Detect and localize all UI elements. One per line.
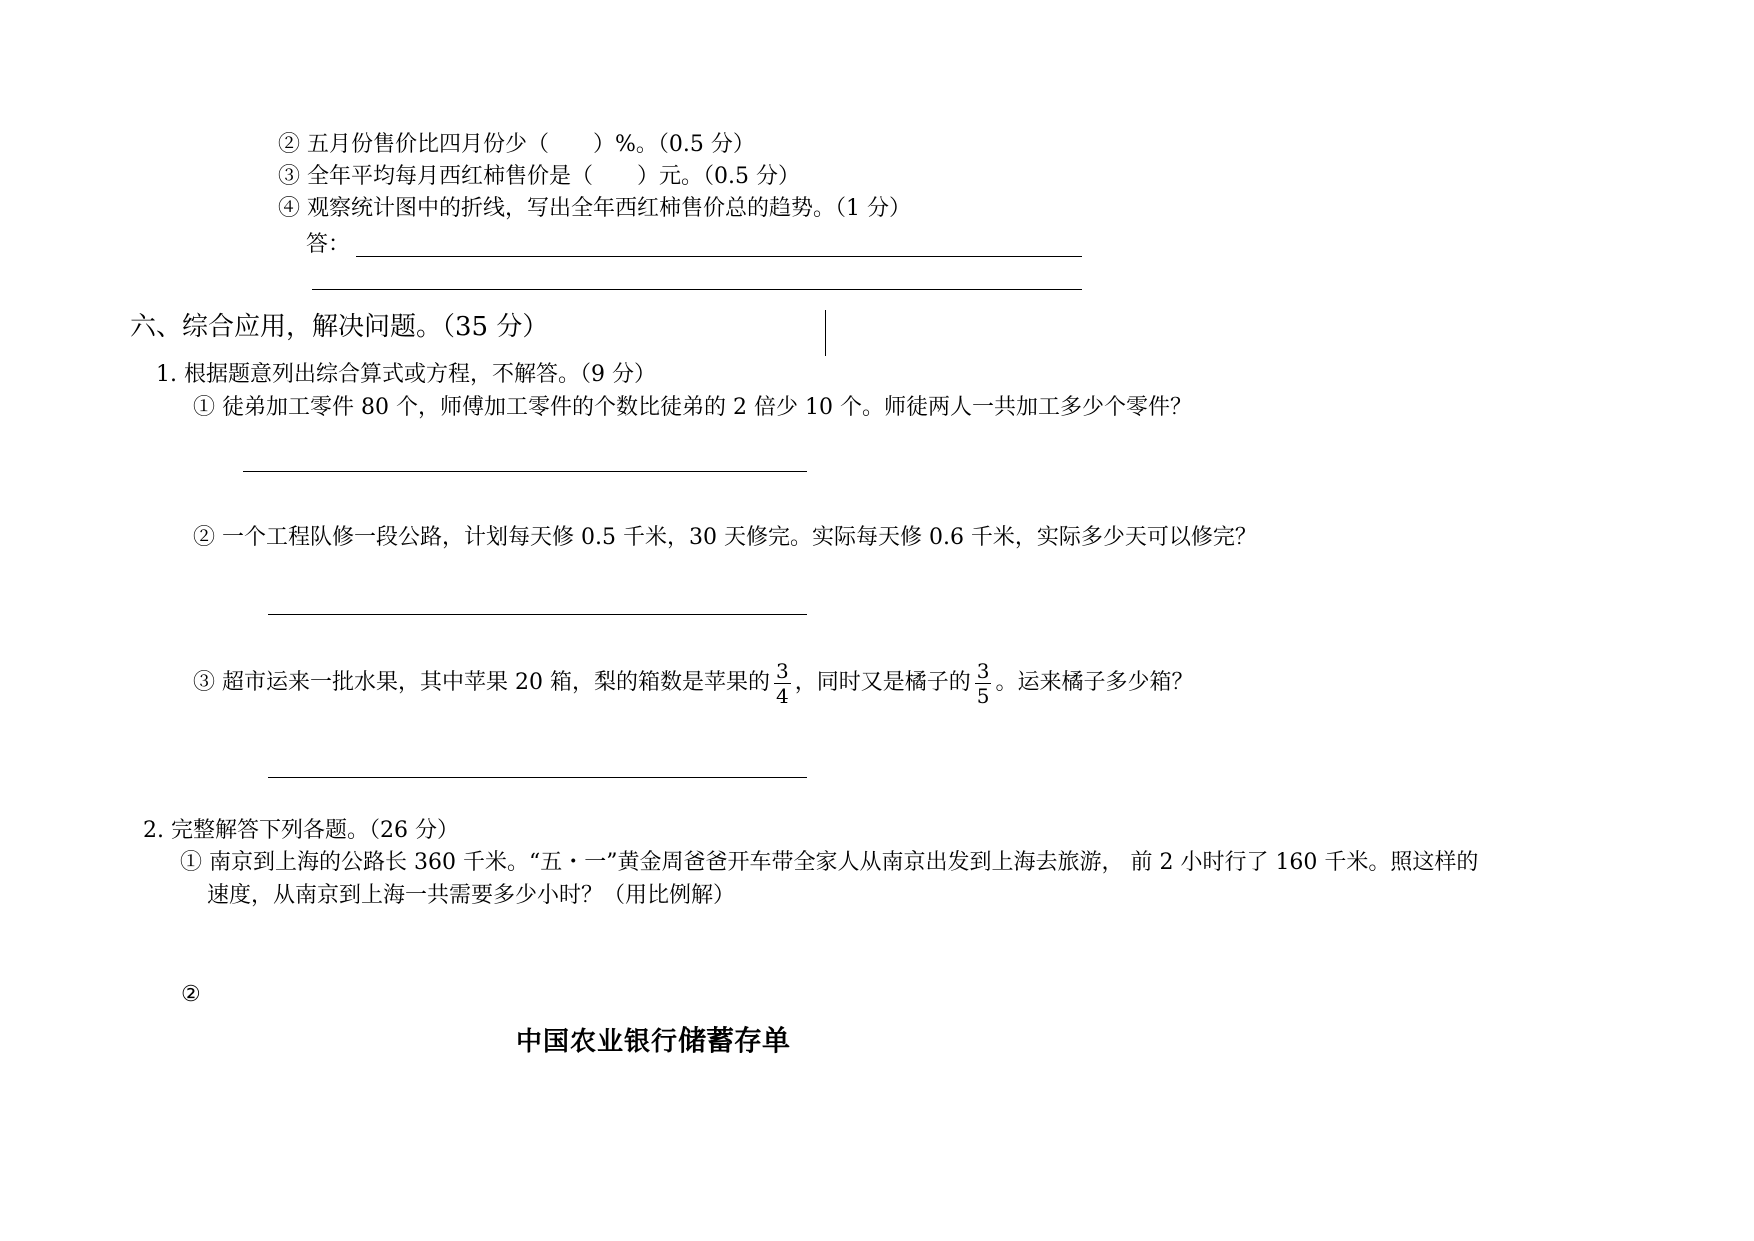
answer-line-1[interactable] <box>356 256 1082 257</box>
problem-6-2-1-line1: ① 南京到上海的公路长 360 千米。“五・一”黄金周爸爸开车带全家人从南京出发到上海去旅游， 前 2 小时行了 160 千米。照这样的 <box>180 850 1479 875</box>
problem-6-1-3-after: 。运来橘子多少箱？ <box>995 670 1194 695</box>
answer-line-6-1-1[interactable] <box>243 471 807 472</box>
column-divider <box>825 310 826 356</box>
problem-6-1-3-before: ③ 超市运来一批水果，其中苹果 20 箱，梨的箱数是苹果的 <box>193 670 770 695</box>
question-5-4: ④ 观察统计图中的折线，写出全年西红柿售价总的趋势。（1 分） <box>278 196 911 221</box>
problem-6-2-1-line2: 速度，从南京到上海一共需要多少小时？（用比例解） <box>207 883 736 908</box>
answer-line-6-1-3[interactable] <box>268 777 807 778</box>
answer-line-2[interactable] <box>312 289 1082 290</box>
bank-name: 中国农业银行 <box>516 1027 679 1057</box>
problem-6-1-1: ① 徒弟加工零件 80 个，师傅加工零件的个数比徒弟的 2 倍少 10 个。师徒两人一共加工多少个零件？ <box>193 395 1192 420</box>
answer-line-6-1-2[interactable] <box>268 614 807 615</box>
bank-slip-title <box>516 1024 790 1059</box>
problem-6-1-3 <box>193 655 1193 711</box>
fraction-2-denominator: 5 <box>976 683 990 708</box>
section-6-2-heading: 2. 完整解答下列各题。（26 分） <box>143 818 459 843</box>
fraction-three-quarters <box>774 658 791 708</box>
slip-name: 储蓄存单 <box>678 1024 791 1057</box>
problem-6-2-2-marker: ② <box>181 982 201 1007</box>
fraction-1-numerator: 3 <box>775 658 789 683</box>
answer-label: 答： <box>306 232 351 257</box>
question-5-2: ② 五月份售价比四月份少（ ）%。（0.5 分） <box>278 132 755 157</box>
fraction-three-fifths <box>975 658 992 708</box>
problem-6-1-3-middle: ，同时又是橘子的 <box>794 670 971 695</box>
section-6-title: 六、综合应用，解决问题。（35 分） <box>130 312 549 342</box>
section-6-1-heading: 1. 根据题意列出综合算式或方程，不解答。（9 分） <box>156 362 656 387</box>
question-5-3: ③ 全年平均每月西红柿售价是（ ）元。（0.5 分） <box>278 164 800 189</box>
fraction-1-denominator: 4 <box>775 683 789 708</box>
fraction-2-numerator: 3 <box>976 658 990 683</box>
problem-6-1-2: ② 一个工程队修一段公路，计划每天修 0.5 千米，30 天修完。实际每天修 0.6 千米，实际多少天可以修完？ <box>193 525 1257 550</box>
